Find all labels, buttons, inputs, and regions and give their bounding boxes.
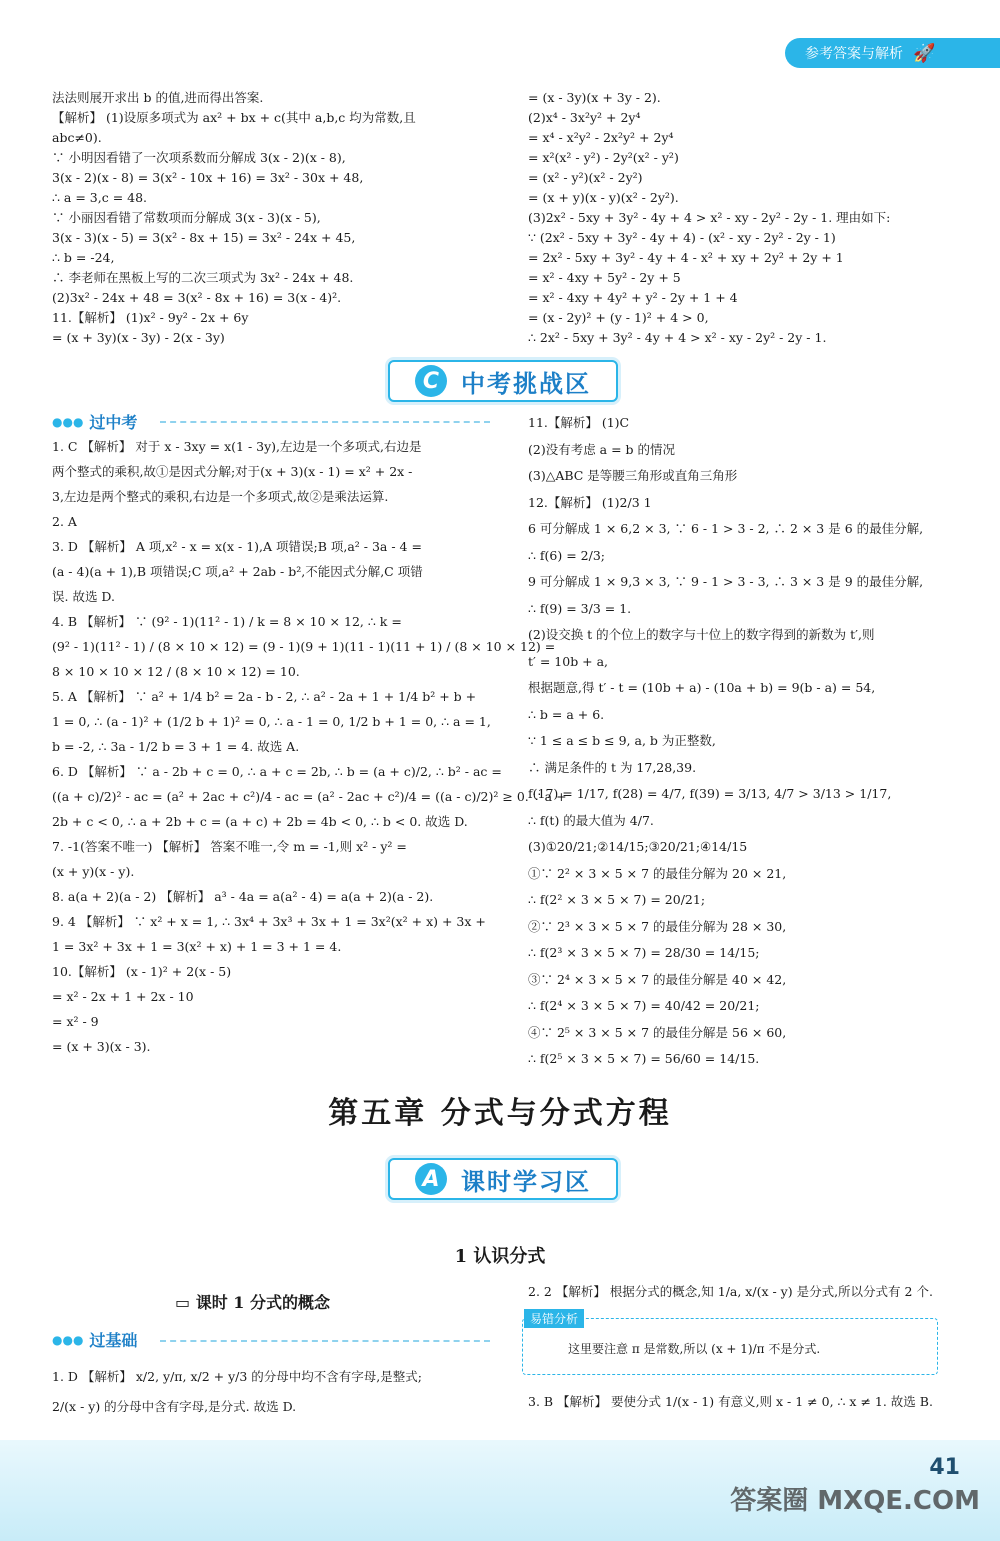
text-line: ∴ f(2⁵ × 3 × 5 × 7) = 56/60 = 14/15. bbox=[528, 1051, 760, 1066]
text-line: ②∵ 2³ × 3 × 5 × 7 的最佳分解为 28 × 30, bbox=[528, 918, 787, 934]
text-line: (a - 4)(a + 1),B 项错误;C 项,a² + 2ab - b²,不能因式分解,C 项错 bbox=[52, 564, 423, 579]
chapter-title: 第五章 分式与分式方程 bbox=[328, 1096, 672, 1131]
text-line: ∵ 小明因看错了一次项系数而分解成 3(x - 2)(x - 8), bbox=[52, 150, 346, 165]
section-banner-c bbox=[388, 360, 618, 402]
text-line: 7. -1(答案不唯一) 【解析】 答案不唯一,令 m = -1,则 x² - y² = bbox=[52, 839, 407, 854]
text-line: ∴ f(2⁴ × 3 × 5 × 7) = 40/42 = 20/21; bbox=[528, 998, 760, 1013]
page-number: 41 bbox=[929, 1455, 960, 1480]
text-line: = x² - 2x + 1 + 2x - 10 bbox=[52, 989, 194, 1004]
text-line: 3(x - 2)(x - 8) = 3(x² - 10x + 16) = 3x² - 30x + 48, bbox=[52, 170, 364, 185]
text-line: ∴ f(t) 的最大值为 4/7. bbox=[528, 812, 654, 828]
dots-icon: ●●● bbox=[52, 414, 84, 429]
text-line: = x² - 9 bbox=[52, 1014, 99, 1029]
text-line: = x⁴ - x²y² - 2x²y² + 2y⁴ bbox=[528, 130, 674, 145]
banner-badge: A bbox=[415, 1163, 447, 1195]
text-line: (3)△ABC 是等腰三角形或直角三角形 bbox=[528, 468, 738, 483]
text-line: ④∵ 2⁵ × 3 × 5 × 7 的最佳分解是 56 × 60, bbox=[528, 1024, 787, 1040]
banner-badge: C bbox=[415, 365, 447, 397]
subsection-title bbox=[175, 1290, 330, 1313]
text-line: = x² - 4xy + 4y² + y² - 2y + 1 + 4 bbox=[528, 290, 738, 305]
text-line: 12.【解析】 (1)2/3 1 bbox=[528, 494, 652, 510]
section-label-jichu bbox=[52, 1328, 137, 1351]
watermark: 答案圈 MXQE.COM bbox=[730, 1486, 980, 1516]
dashed-divider bbox=[160, 1340, 490, 1342]
text-line: = x² - 4xy + 5y² - 2y + 5 bbox=[528, 270, 681, 285]
text-line: (2)3x² - 24x + 48 = 3(x² - 8x + 16) = 3(x - 4)². bbox=[52, 290, 342, 305]
text-line: 误. 故选 D. bbox=[52, 589, 115, 604]
subsection-title-text: 课时 1 分式的概念 bbox=[195, 1293, 330, 1312]
text-line: ∴ 满足条件的 t 为 17,28,39. bbox=[528, 759, 697, 775]
text-line: = (x² - y²)(x² - 2y²) bbox=[528, 170, 643, 185]
text-line: = x²(x² - y²) - 2y²(x² - y²) bbox=[528, 150, 679, 165]
text-line: ∵ 1 ≤ a ≤ b ≤ 9, a, b 为正整数, bbox=[528, 733, 716, 748]
text-line: b = -2, ∴ 3a - 1/2 b = 3 + 1 = 4. 故选 A. bbox=[52, 739, 300, 754]
section-label-zhongkao bbox=[52, 410, 137, 433]
mid-right-column bbox=[528, 410, 948, 1073]
text-line: ∴ 2x² - 5xy + 3y² - 4y + 4 > x² - xy - 2y² - 2y - 1. bbox=[528, 330, 827, 345]
lesson-title: 1 认识分式 bbox=[454, 1246, 546, 1267]
text-line: (2)没有考虑 a = b 的情况 bbox=[528, 441, 676, 457]
text-line: (2)设交换 t 的个位上的数字与十位上的数字得到的新数为 t′,则 bbox=[528, 627, 875, 642]
rocket-icon: 🚀 bbox=[913, 42, 936, 64]
text-line: t′ = 10b + a, bbox=[528, 653, 609, 669]
dashed-divider bbox=[160, 421, 490, 423]
text-line: 2. 2 【解析】 根据分式的概念,知 1/a, x/(x - y) 是分式,所以分式有 2 个. bbox=[528, 1284, 933, 1299]
text-line: 两个整式的乘积,故①是因式分解;对于(x + 3)(x - 1) = x² + 2x - bbox=[52, 464, 413, 479]
text-line: 法法则展开求出 b 的值,进而得出答案. bbox=[52, 90, 264, 105]
text-line: 3. D 【解析】 A 项,x² - x = x(x - 1),A 项错误;B 项,a² - 3a - 4 = bbox=[52, 539, 422, 554]
text-line: ∵ (2x² - 5xy + 3y² - 4y + 4) - (x² - xy - 2y² - 2y - 1) bbox=[528, 230, 836, 245]
text-line: 2. A bbox=[52, 514, 77, 529]
error-analysis-text: 这里要注意 π 是常数,所以 (x + 1)/π 不是分式. bbox=[568, 1342, 821, 1356]
text-line: ∴ f(9) = 3/3 = 1. bbox=[528, 600, 632, 616]
text-line: ∴ f(2² × 3 × 5 × 7) = 20/21; bbox=[528, 892, 706, 907]
bottom-right-top bbox=[528, 1282, 948, 1302]
text-line: 5. A 【解析】 ∵ a² + 1/4 b² = 2a - b - 2, ∴ a² - 2a + 1 + 1/4 b² + b + bbox=[52, 689, 477, 704]
text-line: 【解析】 (1)设原多项式为 ax² + bx + c(其中 a,b,c 均为常数,且 bbox=[52, 110, 416, 125]
top-right-column bbox=[528, 88, 948, 348]
answer-tab-label: 参考答案与解析 bbox=[805, 46, 903, 62]
top-left-column bbox=[52, 88, 492, 348]
text-line: ∴ f(2³ × 3 × 5 × 7) = 28/30 = 14/15; bbox=[528, 945, 760, 960]
text-line: 2/(x - y) 的分母中含有字母,是分式. 故选 D. bbox=[52, 1399, 297, 1414]
text-line: 1 = 0, ∴ (a - 1)² + (1/2 b + 1)² = 0, ∴ a - 1 = 0, 1/2 b + 1 = 0, ∴ a = 1, bbox=[52, 714, 491, 729]
text-line: (2)x⁴ - 3x²y² + 2y⁴ bbox=[528, 110, 641, 125]
text-line: ∴ 李老师在黑板上写的二次三项式为 3x² - 24x + 48. bbox=[52, 270, 354, 285]
text-line: ∵ 小丽因看错了常数项而分解成 3(x - 3)(x - 5), bbox=[52, 210, 321, 225]
text-line: ∴ f(6) = 2/3; bbox=[528, 547, 606, 563]
text-line: 3,左边是两个整式的乘积,右边是一个多项式,故②是乘法运算. bbox=[52, 489, 389, 504]
text-line: ①∵ 2² × 3 × 5 × 7 的最佳分解为 20 × 21, bbox=[528, 865, 787, 881]
dots-icon: ●●● bbox=[52, 1332, 84, 1347]
text-line: 3. B 【解析】 要使分式 1/(x - 1) 有意义,则 x - 1 ≠ 0, ∴ x ≠ 1. 故选 B. bbox=[528, 1394, 933, 1409]
text-line: f(17) = 1/17, f(28) = 4/7, f(39) = 3/13, 4/7 > 3/13 > 1/17, bbox=[528, 786, 892, 801]
text-line: abc≠0). bbox=[52, 130, 102, 145]
text-line: ∴ b = a + 6. bbox=[528, 706, 605, 722]
banner-title: 中考挑战区 bbox=[461, 369, 591, 398]
text-line: 8. a(a + 2)(a - 2) 【解析】 a³ - 4a = a(a² - 4) = a(a + 2)(a - 2). bbox=[52, 889, 434, 904]
error-analysis-tag: 易错分析 bbox=[524, 1309, 584, 1328]
text-line: 11.【解析】 (1)x² - 9y² - 2x + 6y bbox=[52, 310, 249, 325]
text-line: 1 = 3x² + 3x + 1 = 3(x² + x) + 1 = 3 + 1 = 4. bbox=[52, 939, 342, 954]
section-banner-a bbox=[388, 1158, 618, 1200]
text-line: 4. B 【解析】 ∵ (9² - 1)(11² - 1) / k = 8 × 10 × 12, ∴ k = bbox=[52, 614, 402, 629]
text-line: 11.【解析】 (1)C bbox=[528, 415, 630, 430]
text-line: ∴ a = 3,c = 48. bbox=[52, 190, 148, 205]
text-line: = (x - 3y)(x + 3y - 2). bbox=[528, 90, 661, 105]
text-line: 1. D 【解析】 x/2, y/π, x/2 + y/3 的分母中均不含有字母,是整式; bbox=[52, 1369, 422, 1384]
text-line: 10.【解析】 (x - 1)² + 2(x - 5) bbox=[52, 964, 232, 979]
text-line: 2b + c < 0, ∴ a + 2b + c = (a + c) + 2b = 4b < 0, ∴ b < 0. 故选 D. bbox=[52, 814, 468, 829]
text-line: ∴ b = -24, bbox=[52, 250, 115, 265]
text-line: 根据题意,得 t′ - t = (10b + a) - (10a + b) = 9(b - a) = 54, bbox=[528, 680, 876, 695]
book-icon: ▭ bbox=[175, 1293, 196, 1312]
text-line: 1. C 【解析】 对于 x - 3xy = x(1 - 3y),左边是一个多项式,右边是 bbox=[52, 439, 422, 454]
section-label-text: 过中考 bbox=[89, 413, 138, 432]
text-line: (3)①20/21;②14/15;③20/21;④14/15 bbox=[528, 839, 748, 854]
text-line: = 2x² - 5xy + 3y² - 4y + 4 - x² + xy + 2y² + 2y + 1 bbox=[528, 250, 844, 265]
text-line: 6 可分解成 1 × 6,2 × 3, ∵ 6 - 1 > 3 - 2, ∴ 2 × 3 是 6 的最佳分解, bbox=[528, 521, 924, 536]
banner-title: 课时学习区 bbox=[461, 1167, 591, 1196]
bottom-right-q3 bbox=[528, 1392, 948, 1412]
text-line: 8 × 10 × 10 × 12 / (8 × 10 × 12) = 10. bbox=[52, 664, 300, 679]
text-line: = (x + 3)(x - 3). bbox=[52, 1039, 151, 1054]
text-line: ③∵ 2⁴ × 3 × 5 × 7 的最佳分解是 40 × 42, bbox=[528, 971, 787, 987]
text-line: (9² - 1)(11² - 1) / (8 × 10 × 12) = (9 - 1)(9 + 1)(11 - 1)(11 + 1) / (8 × 10 × 12) = bbox=[52, 639, 556, 654]
bottom-left-column bbox=[52, 1362, 492, 1422]
text-line: 9. 4 【解析】 ∵ x² + x = 1, ∴ 3x⁴ + 3x³ + 3x + 1 = 3x²(x² + x) + 3x + bbox=[52, 914, 486, 929]
text-line: = (x + 3y)(x - 3y) - 2(x - 3y) bbox=[52, 330, 225, 345]
text-line: = (x - 2y)² + (y - 1)² + 4 > 0, bbox=[528, 310, 709, 325]
text-line: 6. D 【解析】 ∵ a - 2b + c = 0, ∴ a + c = 2b, ∴ b = (a + c)/2, ∴ b² - ac = bbox=[52, 764, 502, 779]
text-line: 3(x - 3)(x - 5) = 3(x² - 8x + 15) = 3x² - 24x + 45, bbox=[52, 230, 356, 245]
text-line: ((a + c)/2)² - ac = (a² + 2ac + c²)/4 - ac = (a² - 2ac + c²)/4 = ((a - c)/2)² ≥ 0. ∵ a + bbox=[52, 789, 567, 804]
section-label-text: 过基础 bbox=[89, 1331, 138, 1350]
text-line: = (x + y)(x - y)(x² - 2y²). bbox=[528, 190, 679, 205]
text-line: (3)2x² - 5xy + 3y² - 4y + 4 > x² - xy - 2y² - 2y - 1. 理由如下: bbox=[528, 210, 891, 225]
text-line: 9 可分解成 1 × 9,3 × 3, ∵ 9 - 1 > 3 - 3, ∴ 3 × 3 是 9 的最佳分解, bbox=[528, 574, 924, 589]
answer-tab bbox=[785, 38, 1000, 68]
text-line: (x + y)(x - y). bbox=[52, 864, 135, 879]
